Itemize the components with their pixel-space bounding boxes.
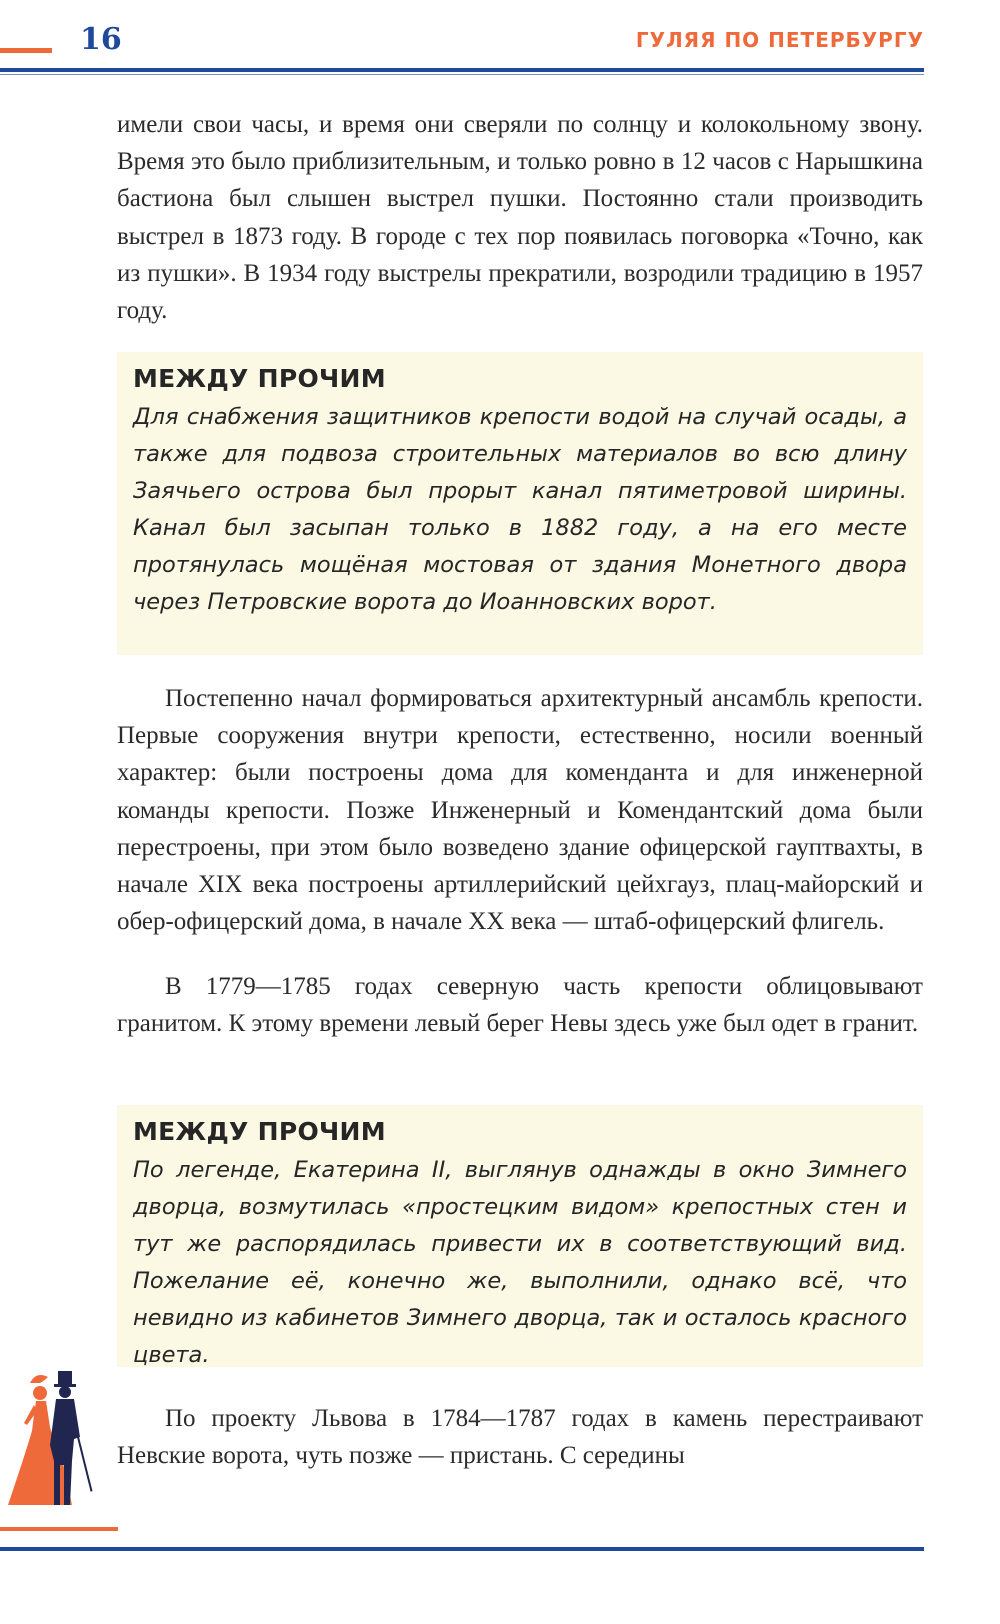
running-title: ГУЛЯЯ ПО ПЕТЕРБУРГУ xyxy=(635,28,924,52)
header-rule-thin xyxy=(0,74,924,75)
aside-note-2 xyxy=(117,1105,923,1367)
paragraph-3: В 1779—1785 годах северную часть крепости облицовывают гранитом. К этому времени левый берег Невы здесь уже был одет в гранит. xyxy=(117,973,923,1038)
paragraph-1: имели свои часы, и время они сверяли по солнцу и колокольному звону. Время это было приблизительным, и только ровно в 12 часов с Нарышкина бастиона был слышен выстрел пушки. Постоянно стали производить выстрел в 1873 году. В городе с тех пор появилась поговорка «Точно, как из пушки». В 1934 году выстрелы прекратили, возродили традицию в 1957 году. xyxy=(117,111,923,325)
aside-note-title: МЕЖДУ ПРОЧИМ xyxy=(133,364,386,393)
aside-note-text: Для снабжения защитников крепости водой на случай осады, а также для подвоза строительных материалов во всю длину Заячьего острова был прорыт канал пятиметровой ширины. Канал был засыпан только в 1882 году, а на его месте протянулась мощёная мостовая от здания Монетного двора через Петровские ворота до Иоанновских ворот. xyxy=(133,404,907,615)
paragraph-4: По проекту Львова в 1784—1787 годах в камень перестраивают Невские ворота, чуть позже — пристань. С середины xyxy=(117,1405,923,1470)
footer-rule xyxy=(0,1547,924,1551)
aside-note-1 xyxy=(117,352,923,655)
couple-silhouette-icon xyxy=(0,1365,110,1515)
footer-orange-bar xyxy=(0,1527,118,1531)
paragraph-2: Постепенно начал формироваться архитектурный ансамбль крепости. Первые сооружения внутри крепости, естественно, носили военный характер: были построены дома для коменданта и для инженерной команды крепости. Позже Инженерный и Комендантский дома были перестроены, при этом было возведено здание офицерской гауптвахты, в начале XIX века построены артиллерийский цейхгауз, плац-майорский и обер-офицерский дома, в начале XX века — штаб-офицерский флигель. xyxy=(117,685,923,936)
aside-note-text: По легенде, Екатерина II, выглянув однажды в окно Зимнего дворца, возмутилась «простецким видом» крепостных стен и тут же распорядилась привести их в соответствующий вид. Пожелание её, конечно же, выполнили, однако всё, что невидно из кабинетов Зимнего дворца, так и осталось красного цвета. xyxy=(133,1157,907,1368)
aside-note-title: МЕЖДУ ПРОЧИМ xyxy=(133,1117,386,1146)
header-orange-bar xyxy=(0,48,52,53)
page-number: 16 xyxy=(80,22,122,57)
header-rule xyxy=(0,68,924,72)
